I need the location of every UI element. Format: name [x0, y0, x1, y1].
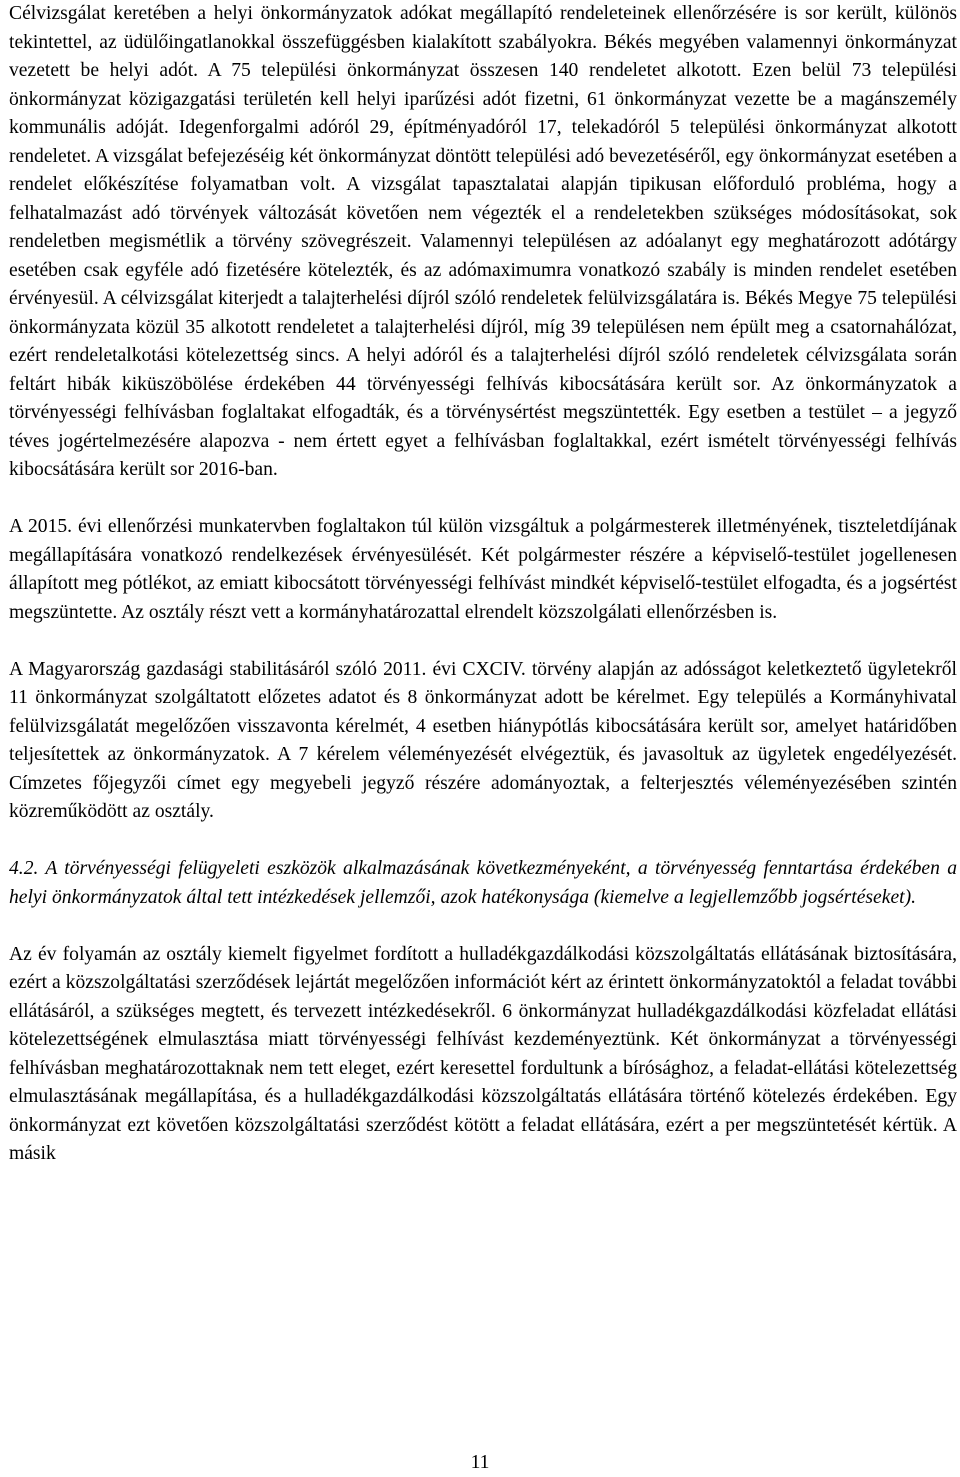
page-number: 11 [470, 1452, 490, 1473]
paragraph-mayor-remuneration: A 2015. évi ellenőrzési munkatervben foglaltakon túl külön vizsgáltuk a polgármesterek illetményének, tiszteletdíjának megállapítására vonatkozó rendelkezések érvényesülését. Két polgármester részére a képviselő-testület jogellenesen állapított meg pótlékot, az emiatt kibocsátott törvényességi felhívást mindkét képviselő-testület elfogadta, és a jogsértést megszüntette. Az osztály részt vett a kormányhatározattal elrendelt közszolgálati ellenőrzésben is. [9, 516, 957, 623]
paragraph-debt-transactions: A Magyarország gazdasági stabilitásáról szóló 2011. évi CXCIV. törvény alapján az adósságot keletkeztető ügyletekről 11 önkormányzat szolgáltatott előzetes adatot és 8 önkormányzat adott be kérelmet. Egy település a Kormányhivatal felülvizsgálatát megelőzően visszavonta kérelmét, 4 esetben hiánypótlás kibocsátására került sor, amelyet határidőben teljesítettek az önkormányzatok. A 7 kérelem véleményezését elvégeztük, és javasoltuk az ügyletek engedélyezését. Címzetes főjegyzői címet egy megyebeli jegyző részére adományoztak, a felterjesztés véleményezésében szintén közreműködött az osztály. [9, 658, 957, 822]
paragraph-local-tax-review: Célvizsgálat keretében a helyi önkormányzatok adókat megállapító rendeleteinek ellenőrzésére is sor került, különös tekintettel, az üdülőingatlanokkal összefüggésben kialakított szabályokra. Békés megyében valamennyi önkormányzat vezetett be helyi adót. A 75 települési önkormányzat összesen 140 rendeletet alkotott. Ezen belül 73 települési önkormányzat közigazgatási területén kell helyi iparűzési adót fizetni, 61 önkormányzat vezette be a magánszemély kommunális adóját. Idegenforgalmi adóról 29, építményadóról 17, telekadóról 5 települési önkormányzat alkotott rendeletet. A vizsgálat befejezéséig két önkormányzat döntött települési adó bevezetéséről, egy önkormányzat esetében a rendelet előkészítése folyamatban volt. A vizsgálat tapasztalatai alapján tipikusan előforduló probléma, hogy a felhatalmazást adó törvények változását követően nem végezték el a rendeletekben szükséges módosításokat, sok rendeletben megismétlik a törvény szövegrészeit. Valamennyi településen az adóalanyt egy meghatározott adótárgy esetében csak egyféle adó fizetésére kötelezték, és az adómaximumra vonatkozó szabály is minden rendelet esetében érvényesül. A célvizsgálat kiterjedt a talajterhelési díjról szóló rendeletek felülvizsgálatára is. Békés Megye 75 települési önkormányzata közül 35 alkotott rendeletet a talajterhelési díjról, míg 39 településen nem épült meg a csatornahálózat, ezért rendeletalkotási kötelezettség sincs. A helyi adóról és a talajterhelési díjról szóló rendeletek célvizsgálata során feltárt hibák kiküszöbölése érdekében 44 törvényességi felhívás kibocsátására került sor. Az önkormányzatok a törvényességi felhívásban foglaltakat elfogadták, és a törvénysértést megszüntették. Egy esetben a testület – a jegyző téves jogértelmezésére alapozva - nem értett egyet a felhívásban foglaltakkal, ezért ismételt törvényességi felhívás kibocsátására került sor 2016-ban. [9, 3, 957, 480]
paragraph-waste-management: Az év folyamán az osztály kiemelt figyelmet fordított a hulladékgazdálkodási közszolgáltatás ellátásának biztosítására, ezért a közszolgáltatási szerződések lejártát megelőzően információt kért az érintett önkormányzatoktól a feladat további ellátásáról, a szükséges megtett, és tervezett intézkedésekről. 6 önkormányzat hulladékgazdálkodási közfeladat ellátási kötelezettségének elmulasztása miatt törvényességi felhívást kezdeményeztünk. Két önkormányzat a törvényességi felhívásban meghatározottaknak nem tett eleget, ezért keresettel fordultunk a bírósághoz, a feladat-ellátási kötelezettség elmulasztásának megállapítása, és a hulladékgazdálkodási közszolgáltatás ellátására történő kötelezés érdekében. Egy önkormányzat ezt követően közszolgáltatási szerződést kötött a feladat ellátására, ezért a per megszüntetését kértük. A másik [9, 943, 957, 1164]
section-heading: 4.2. A törvényességi felügyeleti eszközök alkalmazásának következményeként, a törvényesség fenntartása érdekében a helyi önkormányzatok által tett intézkedések jellemzői, azok hatékonysága (kiemelve a legjellemzőbb jogsértéseket). [9, 858, 957, 908]
document-page [9, 0, 957, 1169]
paragraph-spacer [9, 827, 957, 856]
paragraph-spacer [9, 627, 957, 656]
paragraph-spacer [9, 912, 957, 941]
paragraph-spacer [9, 485, 957, 514]
